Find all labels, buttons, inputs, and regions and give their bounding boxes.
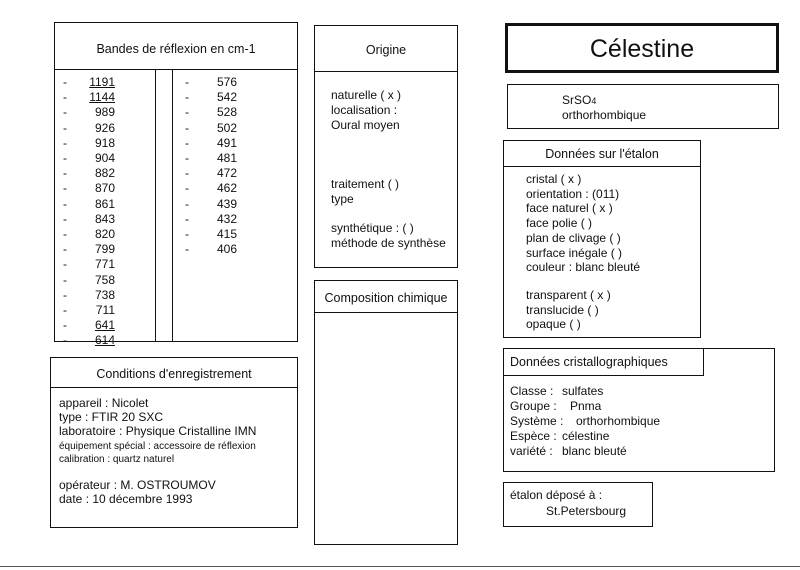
band-dash: - — [185, 151, 189, 165]
band-value — [185, 75, 237, 90]
band-number: 799 — [94, 242, 115, 257]
band-dash: - — [185, 120, 189, 135]
band-dash: - — [63, 181, 67, 196]
band-number: 528 — [216, 105, 237, 120]
band-number: 711 — [95, 303, 115, 317]
band-number: 542 — [216, 90, 237, 105]
etalon-line: face polie ( ) — [526, 216, 593, 231]
cond-type: type : FTIR 20 SXC — [59, 410, 164, 424]
band-number: 758 — [94, 272, 115, 287]
origine-type: type — [331, 192, 354, 206]
etalon-line: plan de clivage ( ) — [526, 230, 621, 245]
composition-panel — [314, 280, 458, 545]
band-number: 926 — [94, 120, 115, 135]
band-dash: - — [63, 333, 67, 348]
band-dash: - — [63, 151, 67, 165]
band-dash: - — [63, 211, 67, 226]
cond-calib: calibration : quartz naturel — [59, 454, 175, 465]
band-value — [63, 212, 115, 227]
band-dash: - — [63, 242, 67, 257]
band-value — [185, 105, 237, 120]
band-number: 989 — [94, 105, 115, 120]
origine-localisation: localisation : — [331, 103, 398, 117]
origine-synthetique: synthétique : ( ) — [331, 221, 414, 235]
etalon-line: translucide ( ) — [526, 302, 599, 317]
band-value — [185, 181, 237, 196]
cond-appareil: appareil : Nicolet — [59, 396, 149, 410]
cristallo-key: Classe : — [510, 384, 554, 398]
band-dash: - — [185, 135, 189, 150]
cristallo-key: Groupe : — [510, 399, 557, 413]
cristallo-key: Système : — [510, 414, 564, 428]
band-dash: - — [63, 272, 67, 287]
band-dash: - — [63, 318, 67, 333]
band-value — [63, 166, 115, 181]
band-number: 771 — [94, 257, 115, 272]
band-number: 502 — [216, 120, 237, 135]
origine-traitement: traitement ( ) — [331, 177, 400, 191]
band-value — [63, 288, 115, 303]
page-bottom-rule — [0, 566, 800, 567]
band-number: 415 — [216, 227, 237, 241]
cristallo-key: variété : — [510, 444, 553, 458]
band-value — [63, 151, 115, 166]
band-value — [63, 333, 115, 348]
title-box — [505, 23, 779, 73]
band-number: 406 — [216, 242, 237, 257]
etalon-line: opaque ( ) — [526, 317, 581, 332]
band-value — [185, 227, 237, 242]
cristallo-key: Espèce : — [510, 429, 557, 443]
origine-naturelle: naturelle ( x ) — [331, 88, 402, 102]
band-value — [185, 151, 237, 166]
band-dash: - — [185, 242, 189, 257]
cristallo-value: sulfates — [562, 384, 604, 398]
band-dash: - — [63, 303, 67, 317]
band-value — [63, 136, 115, 151]
formula-box — [507, 84, 779, 129]
band-dash: - — [185, 166, 189, 181]
band-number: 576 — [216, 75, 237, 89]
band-dash: - — [185, 227, 189, 241]
mineral-title: Célestine — [589, 35, 695, 63]
band-value — [185, 136, 237, 151]
band-value — [185, 90, 237, 105]
depose-place: St.Petersbourg — [546, 504, 627, 518]
band-number: 432 — [216, 211, 237, 226]
band-value — [63, 242, 115, 257]
band-number: 1144 — [89, 90, 115, 105]
band-dash: - — [185, 211, 189, 226]
cristallo-value: orthorhombique — [576, 414, 661, 428]
band-dash: - — [185, 181, 189, 196]
band-dash: - — [63, 287, 67, 302]
band-value — [185, 121, 237, 136]
band-number: 439 — [216, 196, 237, 211]
band-value — [63, 197, 115, 212]
cristallo-value: célestine — [562, 429, 610, 443]
depose-label: étalon déposé à : — [510, 488, 603, 502]
cond-date: date : 10 décembre 1993 — [59, 492, 193, 506]
band-value — [185, 242, 237, 257]
band-dash: - — [63, 135, 67, 150]
conditions-panel — [50, 357, 298, 528]
band-value — [185, 166, 237, 181]
bands-divider — [172, 70, 173, 341]
etalon-header: Données sur l'étalon — [504, 141, 700, 167]
band-dash: - — [63, 166, 67, 181]
band-number: 870 — [94, 181, 115, 196]
band-value — [63, 318, 115, 333]
cristallo-panel — [503, 348, 775, 472]
cristallo-value: Pnma — [570, 399, 602, 413]
band-value — [185, 212, 237, 227]
band-number: 614 — [94, 333, 115, 348]
depose-panel — [503, 482, 653, 527]
band-number: 641 — [94, 318, 115, 333]
band-number: 843 — [94, 211, 115, 226]
etalon-panel — [503, 140, 701, 338]
cristallo-value: blanc bleuté — [562, 444, 627, 458]
band-dash: - — [63, 196, 67, 211]
band-dash: - — [63, 105, 67, 120]
band-dash: - — [63, 257, 67, 272]
band-dash: - — [185, 105, 189, 120]
bands-header: Bandes de réflexion en cm-1 — [55, 23, 297, 70]
crystal-system: orthorhombique — [562, 108, 647, 122]
cristallo-header: Données cristallographiques — [504, 349, 704, 376]
band-number: 462 — [216, 181, 237, 196]
band-number: 738 — [94, 287, 115, 302]
band-value — [63, 90, 115, 105]
origine-panel — [314, 25, 458, 268]
band-dash: - — [185, 75, 189, 89]
band-dash: - — [63, 120, 67, 135]
etalon-line: surface inégale ( ) — [526, 245, 623, 260]
band-dash: - — [63, 75, 67, 89]
band-number: 904 — [94, 151, 115, 165]
origine-header: Origine — [315, 26, 457, 72]
band-value — [63, 181, 115, 196]
conditions-header: Conditions d'enregistrement — [51, 358, 297, 388]
band-number: 882 — [94, 166, 115, 181]
band-value — [63, 303, 115, 318]
band-value — [63, 257, 115, 272]
cond-labo: laboratoire : Physique Cristalline IMN — [59, 424, 257, 438]
band-value — [63, 227, 115, 242]
band-number: 820 — [94, 227, 115, 241]
formula: SrSO4 — [562, 93, 597, 107]
origine-locality: Oural moyen — [331, 118, 400, 132]
band-number: 918 — [94, 135, 115, 150]
band-number: 491 — [216, 135, 237, 150]
band-value — [63, 121, 115, 136]
band-value — [63, 75, 115, 90]
band-number: 472 — [216, 166, 237, 181]
band-dash: - — [185, 90, 189, 105]
band-number: 481 — [216, 151, 237, 165]
origine-methode: méthode de synthèse — [331, 236, 446, 250]
etalon-line: face naturel ( x ) — [526, 201, 613, 216]
band-value — [185, 197, 237, 212]
etalon-line: couleur : blanc bleuté — [526, 260, 641, 275]
band-value — [63, 105, 115, 120]
band-number: 1191 — [89, 75, 115, 89]
etalon-line: cristal ( x ) — [526, 172, 582, 186]
band-dash: - — [185, 196, 189, 211]
etalon-line: transparent ( x ) — [526, 288, 611, 302]
band-number: 861 — [94, 196, 115, 211]
composition-header: Composition chimique — [315, 281, 457, 313]
cond-operateur: opérateur : M. OSTROUMOV — [59, 478, 216, 492]
band-value — [63, 273, 115, 288]
etalon-line: orientation : (011) — [526, 186, 620, 201]
cond-equip: équipement spécial : accessoire de réflexion — [59, 441, 256, 452]
bands-panel — [54, 22, 298, 348]
band-dash: - — [63, 90, 67, 105]
band-dash: - — [63, 227, 67, 241]
bands-divider — [155, 70, 156, 341]
